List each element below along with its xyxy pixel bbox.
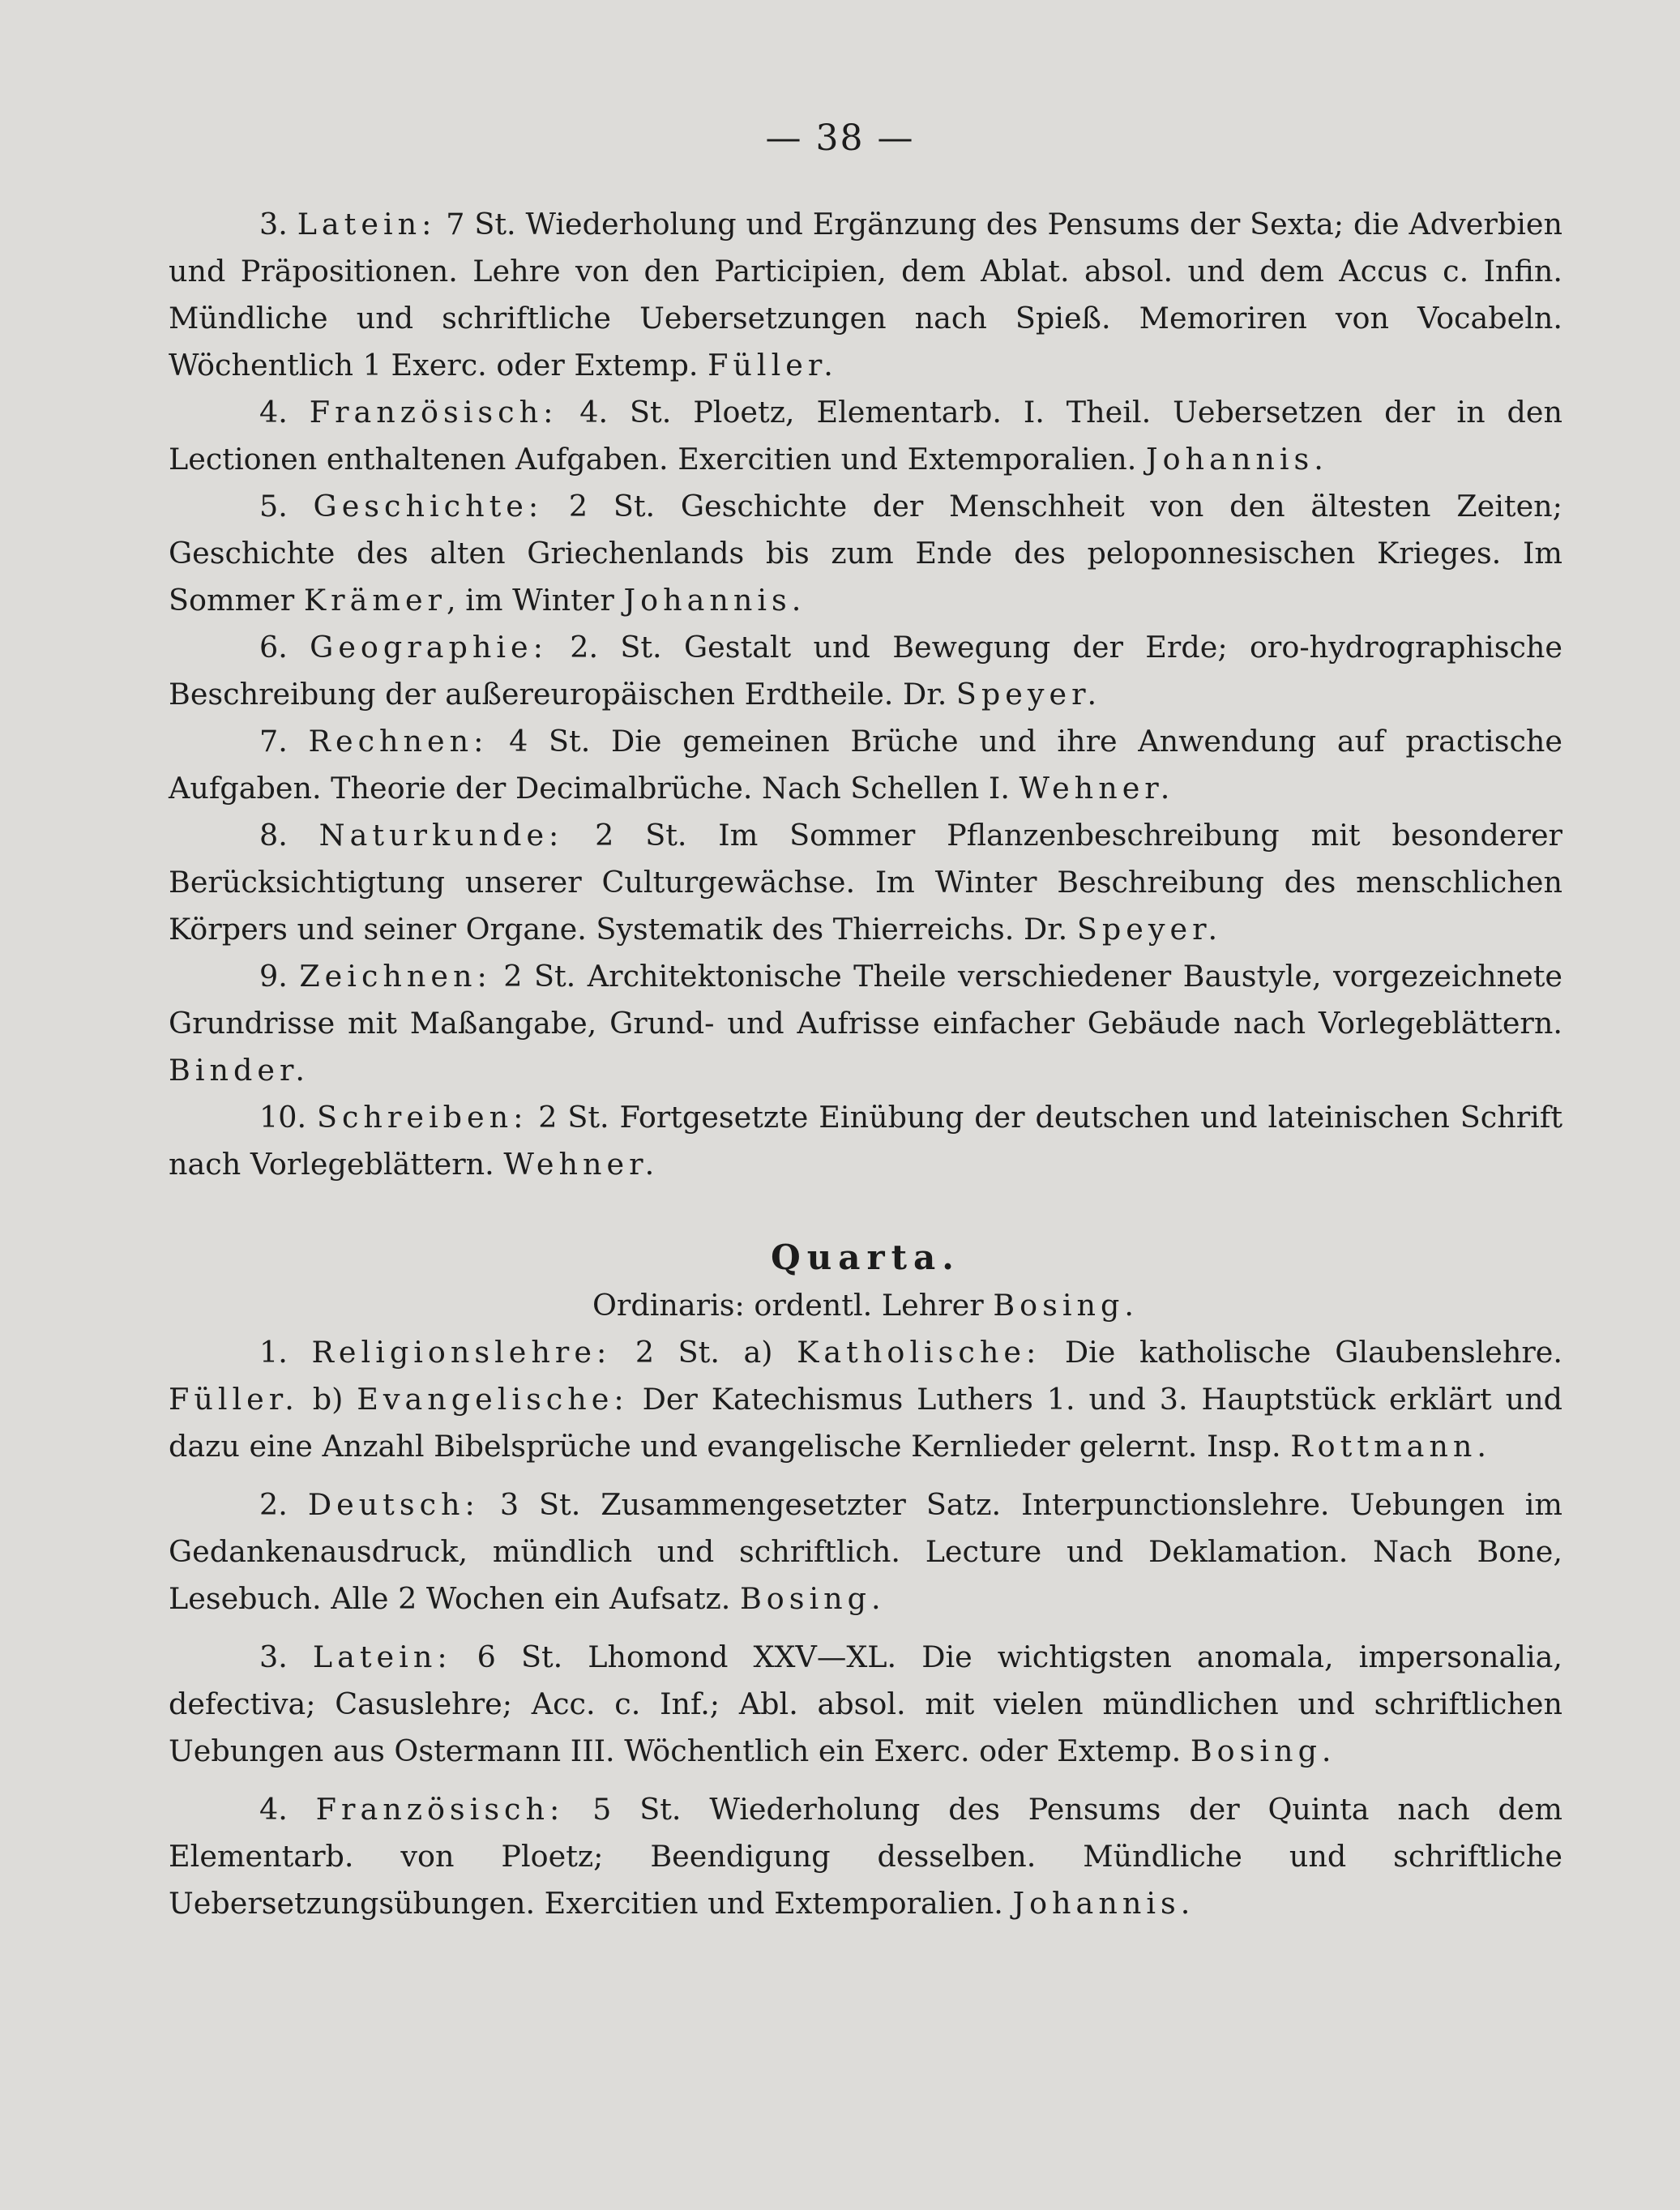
subject-label: Evangelische: xyxy=(357,1382,629,1417)
teacher-name: Bosing. xyxy=(1190,1733,1336,1768)
paragraph-text: 5 St. Wiederholung des Pensums der Quinta nach dem Elementarb. von Ploetz; Beendigung desselben. Mündliche und schriftliche Uebersetzungsübungen. Exercitien und Extemporalien. xyxy=(169,1792,1562,1921)
subject-label: Latein: xyxy=(312,1639,452,1674)
item-number: 2. xyxy=(259,1487,288,1522)
section-ordinarius xyxy=(169,1282,1562,1329)
paragraph-deutsch xyxy=(169,1481,1562,1622)
teacher-name: Wehner. xyxy=(1019,771,1175,806)
subject-label: Schreiben: xyxy=(316,1100,528,1135)
item-number: 7. xyxy=(259,724,288,759)
paragraph-text: 2 St. Im Sommer Pflanzenbeschreibung mit besonderer Berücksichtigtung unserer Culturgewächse. Im Winter Beschreibung des menschlichen Körpers und seiner Organe. Systematik des Thierreichs. Dr. xyxy=(169,818,1562,947)
paragraph-text: 2. St. Gestalt und Bewegung der Erde; oro-hydrographische Beschreibung der außereuropäischen Erdtheile. Dr. xyxy=(169,630,1563,712)
item-number: 5. xyxy=(259,489,288,524)
item-number: 6. xyxy=(259,630,288,665)
subject-label: Geschichte: xyxy=(313,489,544,524)
teacher-name: Wehner. xyxy=(503,1147,660,1182)
subject-label: Französisch: xyxy=(315,1792,565,1827)
paragraph-gap xyxy=(169,1470,1562,1481)
paragraph-text: 7 St. Wiederholung und Ergänzung des Pensums der Sexta; die Adverbien und Präpositionen. Lehre von den Participien, dem Ablat. absol. und dem Accus c. Infin. Mündliche und schriftliche Uebersetzungen nach Spieß. Memoriren von Vocabeln. Wöchentlich 1 Exerc. oder Extemp. xyxy=(169,207,1562,383)
subject-label: Deutsch: xyxy=(307,1487,480,1522)
paragraph-geschichte xyxy=(169,483,1562,624)
teacher-name: Johannis. xyxy=(623,583,806,618)
teacher-name: Johannis. xyxy=(1145,442,1328,477)
paragraph-text: Der Katechismus Luthers 1. und 3. Hauptstück erklärt und dazu eine Anzahl Bibelsprüche und evangelische Kernlieder gelernt. Insp. xyxy=(169,1382,1562,1464)
paragraph-gap xyxy=(169,1622,1562,1634)
paragraph-latein-quarta xyxy=(169,1634,1562,1775)
paragraph-gap xyxy=(169,1775,1562,1786)
paragraph-text: 4. St. Ploetz, Elementarb. I. Theil. Uebersetzen der in den Lectionen enthaltenen Aufgaben. Exercitien und Extemporalien. xyxy=(169,395,1562,477)
paragraph-naturkunde xyxy=(169,812,1562,953)
paragraph-text: 4 St. Die gemeinen Brüche und ihre Anwendung auf practische Aufgaben. Theorie der Decimalbrüche. Nach Schellen I. xyxy=(169,724,1563,806)
item-number: 8. xyxy=(259,818,288,853)
subject-label: Religionslehre: xyxy=(311,1335,612,1370)
subject-label: Zeichnen: xyxy=(299,959,492,994)
teacher-name: Rottmann. xyxy=(1290,1429,1491,1464)
body-text xyxy=(169,201,1562,1927)
teacher-name: Speyer. xyxy=(955,677,1102,712)
teacher-name: Bosing. xyxy=(739,1581,886,1616)
item-number: 4. xyxy=(259,1792,288,1827)
teacher-name: Binder. xyxy=(169,1053,310,1088)
paragraph-geographie xyxy=(169,624,1562,718)
teacher-name: Speyer. xyxy=(1076,912,1223,947)
paragraph-text: 2 St. Fortgesetzte Einübung der deutschen und lateinischen Schrift nach Vorlegeblättern. xyxy=(169,1100,1562,1182)
teacher-name: Füller. xyxy=(707,348,838,383)
paragraph-text: 2 St. Geschichte der Menschheit von den ältesten Zeiten; Geschichte des alten Griechenlands bis zum Ende des peloponnesischen Krieges. Im Sommer xyxy=(169,489,1562,618)
subject-label: Katholische: xyxy=(797,1335,1041,1370)
subject-label: Rechnen: xyxy=(308,724,489,759)
subject-label: Geographie: xyxy=(310,630,548,665)
ordinarius-label: Ordinaris: ordentl. Lehrer xyxy=(592,1288,994,1323)
paragraph-text: b) xyxy=(298,1382,357,1417)
teacher-name: Johannis. xyxy=(1012,1886,1195,1921)
teacher-name: Krämer xyxy=(303,583,447,618)
paragraph-text: , im Winter xyxy=(447,583,624,618)
paragraph-text: 2 St. Architektonische Theile verschiedener Baustyle, vorgezeichnete Grundrisse mit Maßangabe, Grund- und Aufrisse einfacher Gebäude nach Vorlegeblättern. xyxy=(169,959,1562,1041)
paragraph-zeichnen xyxy=(169,953,1562,1094)
item-number: 4. xyxy=(259,395,288,430)
section-gap xyxy=(169,1188,1562,1233)
item-number: 3. xyxy=(259,207,288,242)
paragraph-text: 2 St. a) xyxy=(611,1335,797,1370)
item-number: 10. xyxy=(259,1100,307,1135)
teacher-name: Bosing. xyxy=(993,1288,1139,1323)
page-number: — 38 — xyxy=(765,118,915,159)
section-title: Quarta. xyxy=(771,1238,960,1277)
item-number: 1. xyxy=(259,1335,288,1370)
item-number: 9. xyxy=(259,959,288,994)
paragraph-text: Die katholische Glaubenslehre. xyxy=(1041,1335,1562,1370)
item-number: 3. xyxy=(259,1639,288,1674)
paragraph-schreiben xyxy=(169,1094,1562,1188)
subject-label: Naturkunde: xyxy=(318,818,564,853)
paragraph-franzoesisch xyxy=(169,389,1562,483)
paragraph-religionslehre xyxy=(169,1329,1562,1470)
paragraph-franzoesisch-quarta xyxy=(169,1786,1562,1927)
teacher-name: Füller. xyxy=(169,1382,299,1417)
subject-label: Latein: xyxy=(297,207,437,242)
paragraph-text: 3 St. Zusammengesetzter Satz. Interpunctionslehre. Uebungen im Gedankenausdruck, mündlich und schriftlich. Lecture und Deklamation. Nach Bone, Lesebuch. Alle 2 Wochen ein Aufsatz. xyxy=(169,1487,1562,1616)
paragraph-text: 6 St. Lhomond XXV—XL. Die wichtigsten anomala, impersonalia, defectiva; Casuslehre; Acc. c. Inf.; Abl. absol. mit vielen mündlichen und schriftlichen Uebungen aus Ostermann III. Wöchentlich ein Exerc. oder Extemp. xyxy=(169,1639,1562,1768)
subject-label: Französisch: xyxy=(309,395,558,430)
paragraph-rechnen xyxy=(169,718,1562,812)
paragraph-latein xyxy=(169,201,1562,389)
